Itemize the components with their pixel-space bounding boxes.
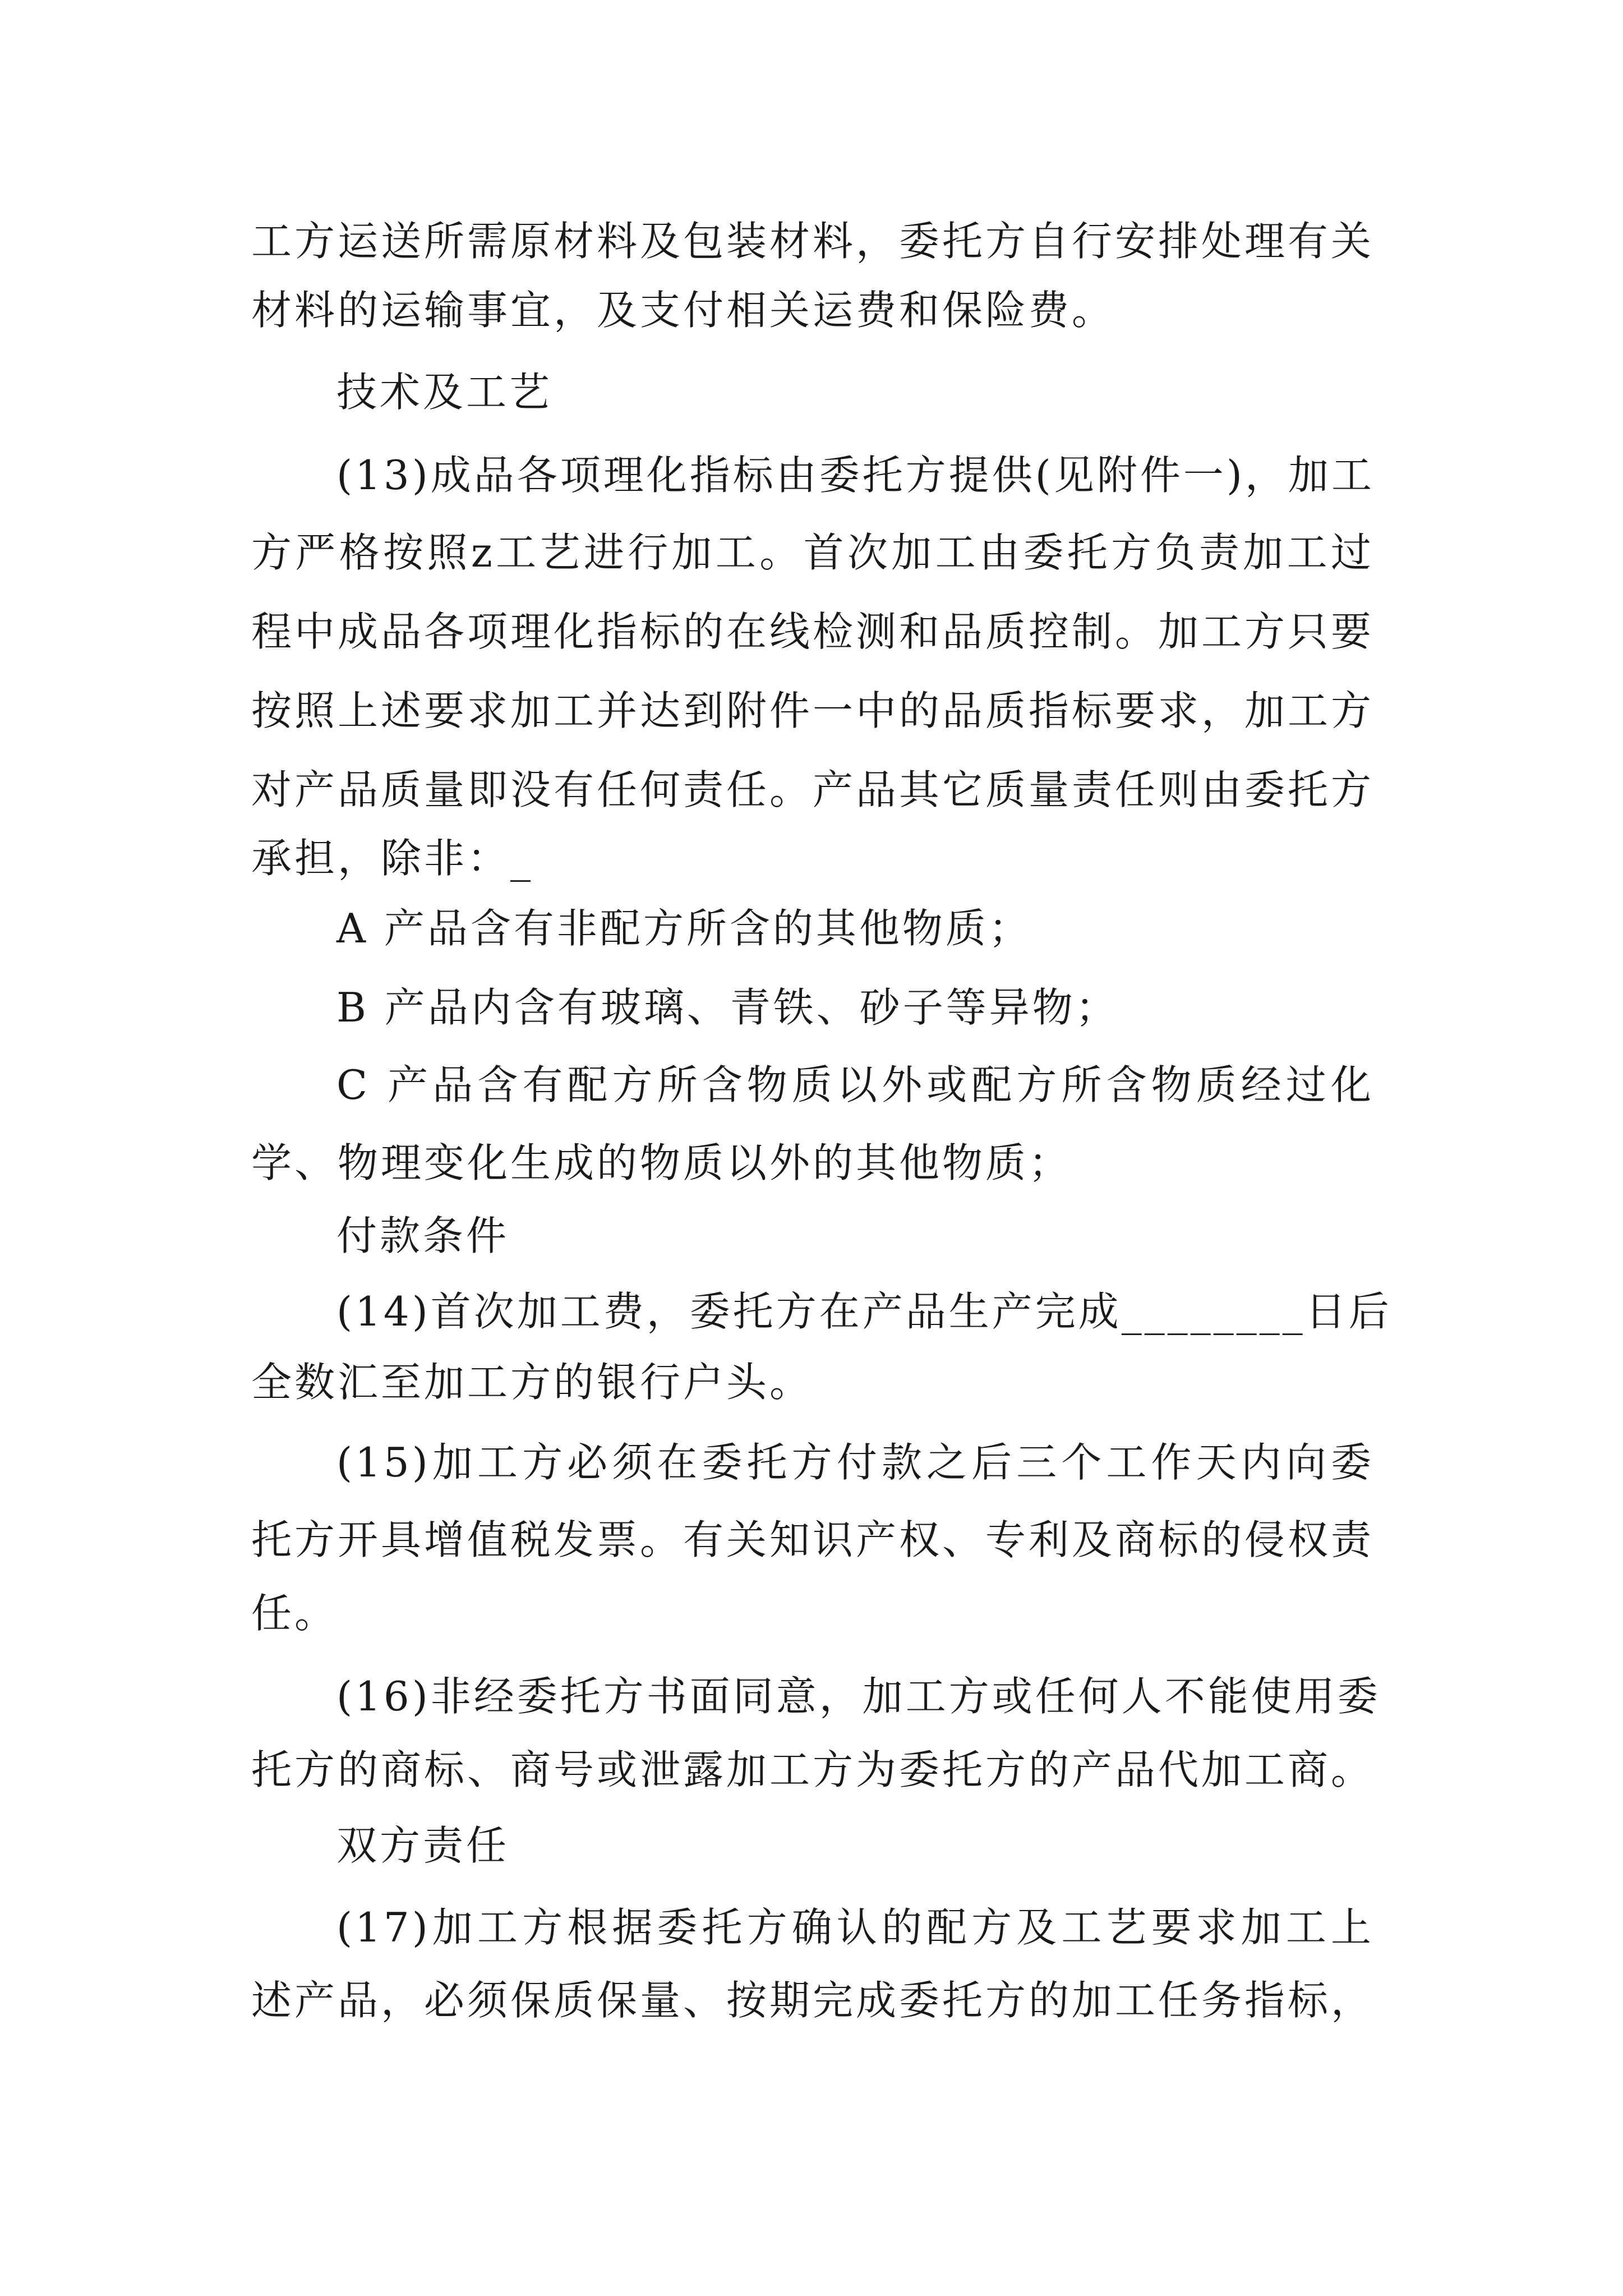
- paragraph-line: 全数汇至加工方的银行户头。: [251, 1359, 813, 1406]
- exception-item-b: B 产品内含有玻璃、青铁、砂子等异物；: [336, 984, 1119, 1031]
- section-heading-technology: 技术及工艺: [336, 369, 553, 416]
- paragraph-line: (14)首次加工费，委托方在产品生产完成________日后: [336, 1288, 1392, 1335]
- paragraph-line: 材料的运输事宜，及支付相关运费和保险费。: [251, 287, 1115, 334]
- paragraph-line: 按照上述要求加工并达到附件一中的品质指标要求，加工方: [251, 687, 1375, 734]
- paragraph-line: 工方运送所需原材料及包装材料，委托方自行安排处理有关: [251, 218, 1375, 265]
- section-heading-payment: 付款条件: [336, 1212, 510, 1259]
- paragraph-line: C 产品含有配方所含物质以外或配方所含物质经过化: [336, 1061, 1374, 1108]
- paragraph-line: 对产品质量即没有任何责任。产品其它质量责任则由委托方: [251, 766, 1375, 813]
- exception-item-a: A 产品含有非配方所含的其他物质；: [336, 905, 1032, 952]
- paragraph-line: (16)非经委托方书面同意，加工方或任何人不能使用委: [336, 1673, 1381, 1720]
- paragraph-line: (13)成品各项理化指标由委托方提供(见附件一)，加工: [336, 452, 1375, 499]
- paragraph-line: 程中成品各项理化指标的在线检测和品质控制。加工方只要: [251, 608, 1375, 655]
- paragraph-line: 学、物理变化生成的物质以外的其他物质；: [251, 1139, 1072, 1186]
- paragraph-line: 承担，除非：_: [251, 835, 534, 882]
- paragraph-line: (17)加工方根据委托方确认的配方及工艺要求加工上: [336, 1904, 1374, 1951]
- paragraph-line: 方严格按照z工艺进行加工。首次加工由委托方负责加工过: [251, 529, 1374, 576]
- section-heading-responsibilities: 双方责任: [336, 1822, 510, 1869]
- paragraph-line: 述产品，必须保质保量、按期完成委托方的加工任务指标，: [251, 1977, 1375, 2024]
- paragraph-line: 托方开具增值税发票。有关知识产权、专利及商标的侵权责: [251, 1516, 1375, 1563]
- paragraph-line: 托方的商标、商号或泄露加工方为委托方的产品代加工商。: [251, 1746, 1375, 1793]
- paragraph-line: (15)加工方必须在委托方付款之后三个工作天内向委: [336, 1439, 1374, 1486]
- paragraph-line: 任。: [251, 1590, 338, 1637]
